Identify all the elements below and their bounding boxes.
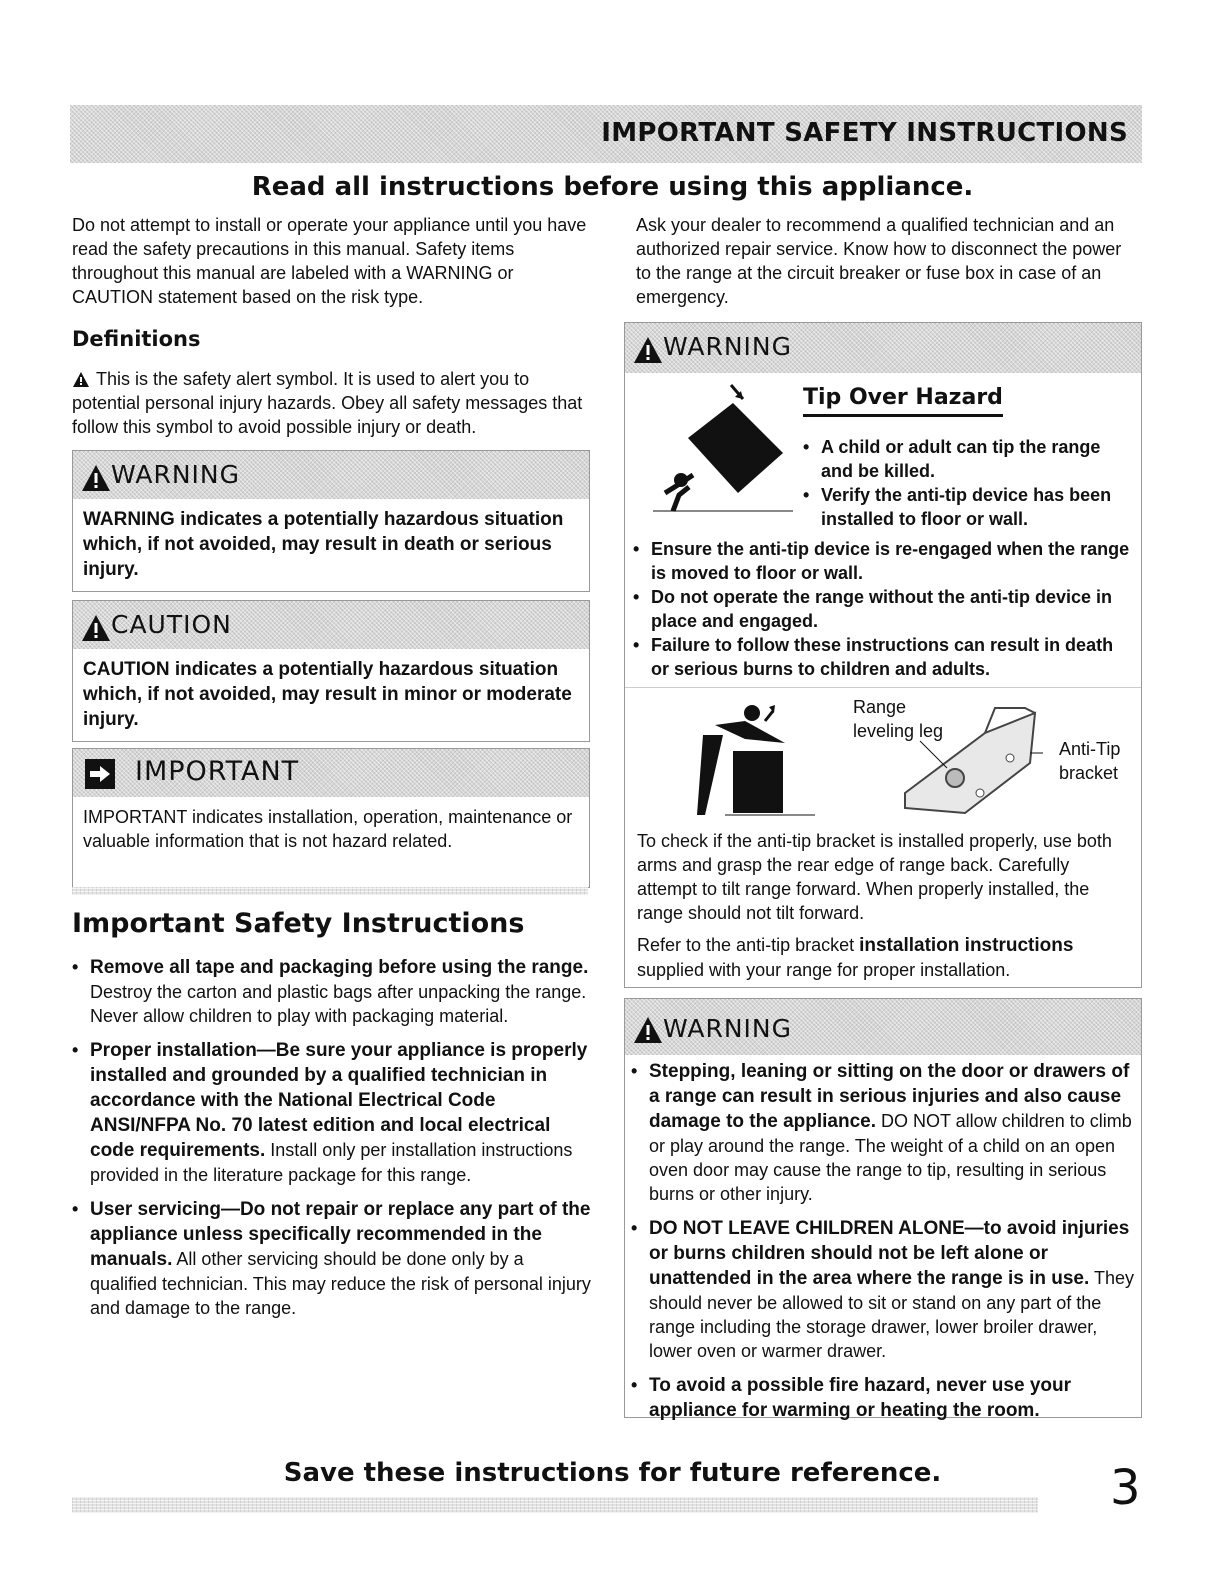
warning-triangle-icon	[633, 336, 663, 364]
warning-triangle-icon	[81, 464, 111, 492]
arrow-box-icon	[85, 759, 115, 789]
tip-list	[633, 537, 1133, 681]
anti-tip-check-illustration	[675, 695, 825, 820]
door-warning-header	[625, 999, 1141, 1055]
tip-over-title: Tip Over Hazard	[803, 385, 1003, 417]
important-header	[73, 749, 589, 797]
page-title: IMPORTANT SAFETY INSTRUCTIONS	[601, 118, 1128, 148]
list-item: • User servicing—Do not repair or replace any part of the appliance unless specifically recommended in the manuals. All other servicing should be done only by a qualified technician. This may reduce the risk of personal injury and damage to the range.	[72, 1197, 592, 1320]
anti-tip-bracket-label: Anti-Tip bracket	[1059, 739, 1121, 783]
list-item: • Proper installation—Be sure your appliance is properly installed and grounded by a qualified technician in accordance with the National Electrical Code ANSI/NFPA No. 70 latest edition and local electrical code requirements. Install only per installation instructions provided in the literature package for this range.	[72, 1038, 592, 1187]
important-label: IMPORTANT	[135, 756, 300, 787]
tip-top-list	[803, 435, 1133, 531]
list-item: • A child or adult can tip the range and be killed.	[803, 435, 1133, 483]
warning-label: WARNING	[111, 460, 240, 489]
divider	[625, 687, 1141, 688]
safety-list	[72, 955, 592, 1330]
caution-triangle-icon	[81, 614, 111, 642]
list-item: • Failure to follow these instructions can result in death or serious burns to children and adults.	[633, 633, 1133, 681]
footer-band	[72, 1497, 1038, 1513]
footer-text: Save these instructions for future reference.	[283, 1458, 942, 1488]
definitions-title: Definitions	[72, 327, 201, 351]
list-item: • Do not operate the range without the anti-tip device in place and engaged.	[633, 585, 1133, 633]
warning-triangle-icon	[633, 1016, 663, 1044]
divider-band	[72, 887, 588, 895]
tip-over-warning-box	[624, 322, 1142, 988]
intro-right: Ask your dealer to recommend a qualified technician and an authorized repair service. Know how to disconnect the power to the range at the circuit breaker or fuse box in case of an emergency.	[636, 215, 1122, 307]
list-item: • Ensure the anti-tip device is re-engaged when the range is moved to floor or wall.	[633, 537, 1133, 585]
page-number: 3	[1110, 1460, 1141, 1516]
list-item: • Stepping, leaning or sitting on the door or drawers of a range can result in serious injuries and also cause damage to the appliance. DO NOT allow children to climb or play around the range. The weight of a child on an open oven door may cause the range to tip, resulting in serious burns or other injury.	[631, 1059, 1135, 1206]
important-definition-text: IMPORTANT indicates installation, operation, maintenance or valuable information that is not hazard related.	[83, 807, 573, 851]
caution-definition-box	[72, 600, 590, 742]
warning-definition-text: WARNING indicates a potentially hazardous situation which, if not avoided, may result in death or serious injury.	[83, 509, 564, 580]
list-item: • DO NOT LEAVE CHILDREN ALONE—to avoid injuries or burns children should not be left alone or unattended in the area where the range is in use. They should never be allowed to sit or stand on any part of the range including the storage drawer, lower broiler drawer, lower oven or warmer drawer.	[631, 1216, 1135, 1363]
anti-tip-check-text: To check if the anti-tip bracket is installed properly, use both arms and grasp the rear edge of range back. Carefully attempt to tilt range forward. When properly installed, the range should not tilt forward.	[637, 831, 1112, 923]
door-warning-box	[624, 998, 1142, 1421]
caution-definition-text: CAUTION indicates a potentially hazardous situation which, if not avoided, may result in minor or moderate injury.	[83, 659, 572, 730]
list-item: • Verify the anti-tip device has been installed to floor or wall.	[803, 483, 1133, 531]
list-item: • Remove all tape and packaging before using the range. Destroy the carton and plastic bags after unpacking the range. Never allow children to play with packaging material.	[72, 955, 592, 1028]
door-warning-list	[625, 1055, 1141, 1423]
caution-header	[73, 601, 589, 649]
anti-tip-refer-text: Refer to the anti-tip bracket installation instructions supplied with your range for proper installation.	[637, 935, 1074, 980]
warning-header	[73, 451, 589, 499]
range-leveling-leg-label: Range leveling leg	[853, 697, 944, 741]
warning-definition-box	[72, 450, 590, 592]
safety-section-title: Important Safety Instructions	[72, 908, 525, 939]
list-item: • To avoid a possible fire hazard, never use your appliance for warming or heating the room.	[631, 1373, 1135, 1423]
headline: Read all instructions before using this appliance.	[251, 172, 974, 202]
warning-label: WARNING	[663, 332, 792, 361]
intro-left: Do not attempt to install or operate your appliance until you have read the safety precautions in this manual. Safety items throughout this manual are labeled with a WARNING or CAUTION statement based on the risk type.	[72, 215, 587, 307]
safety-alert-icon	[72, 371, 90, 388]
header-banner	[70, 105, 1142, 163]
important-definition-box	[72, 748, 590, 888]
warning-label: WARNING	[663, 1014, 792, 1043]
tip-over-illustration	[643, 383, 813, 518]
definitions-text: This is the safety alert symbol. It is used to alert you to potential personal injury hazards. Obey all safety messages that follow this symbol to avoid possible injury or death.	[72, 369, 583, 437]
tip-warning-header	[625, 323, 1141, 373]
caution-label: CAUTION	[111, 610, 232, 639]
